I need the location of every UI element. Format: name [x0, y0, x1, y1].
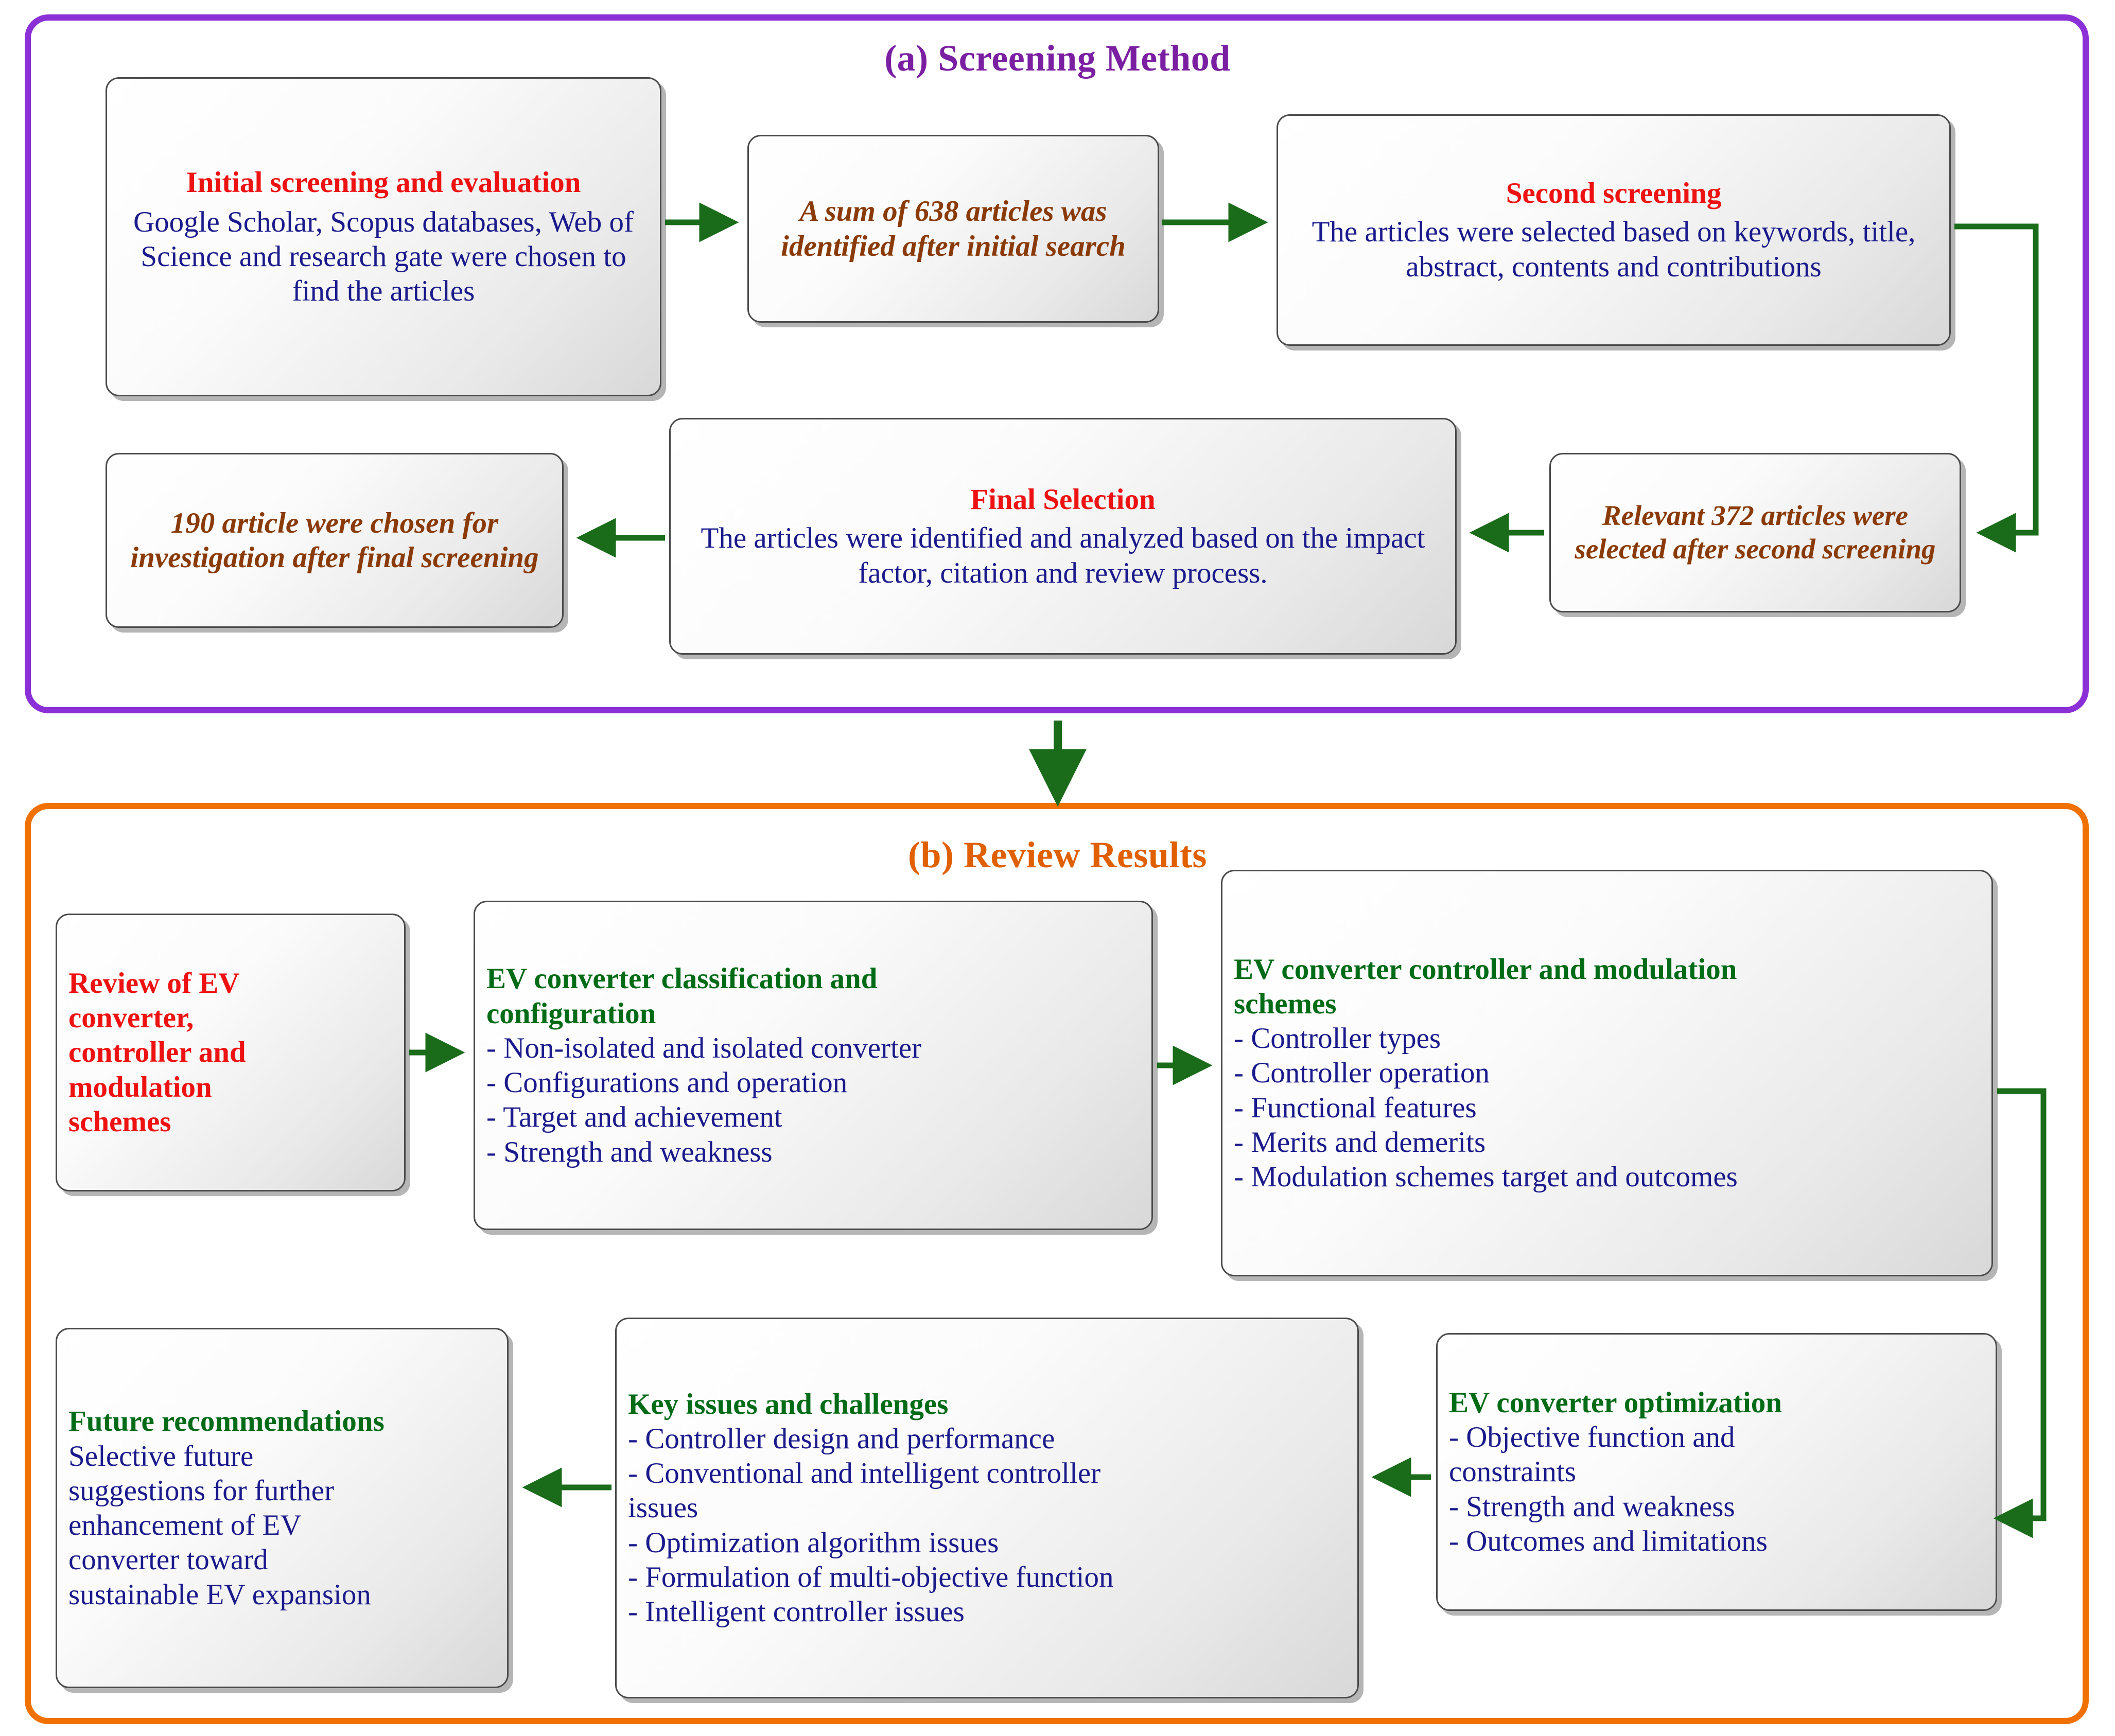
controller-item-2: - Functional features — [1234, 1091, 1477, 1124]
box-key-issues-challenges — [615, 1318, 1359, 1698]
box-final-selection — [669, 418, 1457, 655]
box-second-screening-body: The articles were selected based on keywords, title, abstract, contents and contributions — [1312, 216, 1916, 283]
future-line-1: suggestions for further — [68, 1474, 335, 1507]
panel-b-title: (b) Review Results — [908, 834, 1207, 875]
classification-item-1: - Configurations and operation — [486, 1066, 848, 1099]
box-190-articles-text: 190 article were chosen for investigation after final screening — [130, 506, 539, 574]
controller-item-4: - Modulation schemes target and outcomes — [1234, 1161, 1738, 1194]
review-heading-line-4: schemes — [68, 1105, 171, 1138]
box-initial-screening — [106, 77, 661, 396]
box-controller-modulation — [1221, 870, 1993, 1276]
issues-heading: Key issues and challenges — [628, 1388, 949, 1421]
box-second-screening-heading: Second screening — [1506, 177, 1722, 210]
future-heading: Future recommendations — [68, 1405, 384, 1438]
controller-heading-line-0: EV converter controller and modulation — [1234, 953, 1737, 986]
future-line-0: Selective future — [68, 1440, 254, 1472]
optimization-item-0: - Objective function and — [1449, 1421, 1735, 1454]
issues-item-1: - Conventional and intelligent controller — [628, 1457, 1101, 1490]
review-heading-line-3: modulation — [68, 1071, 212, 1103]
review-heading-line-0: Review of EV — [68, 967, 240, 999]
controller-heading-line-1: schemes — [1234, 987, 1337, 1020]
future-line-3: converter toward — [68, 1544, 268, 1576]
issues-item-2: issues — [628, 1492, 698, 1524]
controller-item-1: - Controller operation — [1234, 1057, 1490, 1090]
box-converter-classification — [474, 901, 1153, 1230]
review-heading-line-2: controller and — [68, 1036, 246, 1069]
issues-item-4: - Formulation of multi-objective function — [628, 1560, 1114, 1593]
box-final-selection-heading: Final Selection — [970, 483, 1156, 516]
box-sum-638 — [747, 135, 1159, 323]
optimization-item-3: - Outcomes and limitations — [1449, 1524, 1768, 1557]
issues-item-5: - Intelligent controller issues — [628, 1595, 965, 1628]
classification-item-0: - Non-isolated and isolated converter — [486, 1031, 922, 1064]
future-line-2: enhancement of EV — [68, 1509, 302, 1541]
box-review-of-ev-converter — [56, 914, 406, 1191]
box-relevant-372 — [1549, 453, 1961, 612]
classification-heading-line-1: configuration — [486, 997, 656, 1030]
controller-item-0: - Controller types — [1234, 1022, 1441, 1055]
box-converter-optimization — [1436, 1333, 1997, 1611]
optimization-item-2: - Strength and weakness — [1449, 1490, 1735, 1523]
issues-item-3: - Optimization algorithm issues — [628, 1526, 999, 1559]
box-relevant-372-text: Relevant 372 articles were selected after second screening — [1575, 500, 1936, 565]
box-second-screening — [1277, 114, 1951, 346]
box-final-selection-body: The articles were identified and analyzed based on the impact factor, citation and review process. — [701, 522, 1425, 589]
optimization-heading: EV converter optimization — [1449, 1386, 1782, 1419]
classification-item-3: - Strength and weakness — [486, 1135, 773, 1168]
classification-heading-line-0: EV converter classification and — [486, 962, 878, 995]
issues-item-0: - Controller design and performance — [628, 1422, 1055, 1455]
box-initial-screening-body: Google Scholar, Scopus databases, Web of Science and research gate were chosen to find the articles — [133, 205, 634, 308]
box-190-articles — [106, 453, 564, 628]
future-line-4: sustainable EV expansion — [68, 1578, 371, 1611]
review-heading-line-1: converter, — [68, 1002, 194, 1034]
box-initial-screening-heading: Initial screening and evaluation — [186, 166, 581, 199]
classification-item-2: - Target and achievement — [486, 1101, 782, 1134]
optimization-item-1: constraints — [1449, 1456, 1576, 1488]
box-future-recommendations — [56, 1328, 509, 1688]
controller-item-3: - Merits and demerits — [1234, 1126, 1486, 1159]
box-sum-638-text: A sum of 638 articles was identified after initial search — [781, 195, 1126, 262]
panel-a-title: (a) Screening Method — [884, 38, 1231, 79]
